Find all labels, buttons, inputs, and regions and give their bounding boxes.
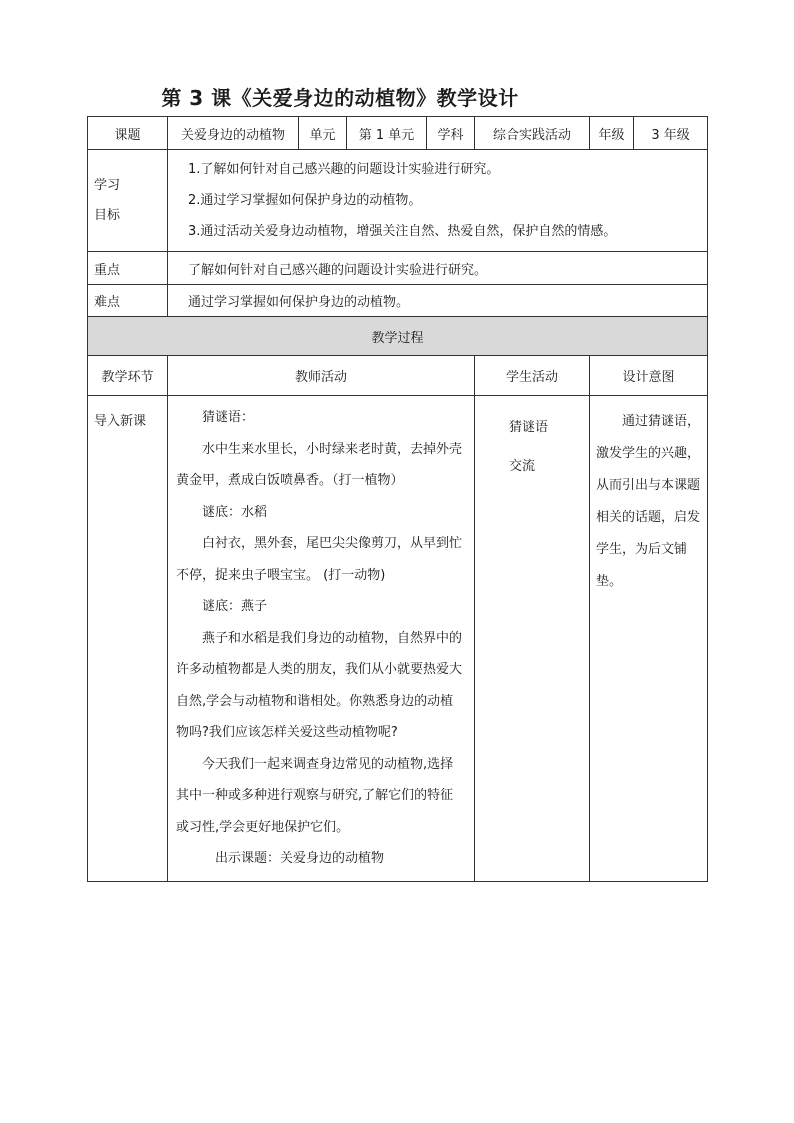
intro-row [88,396,708,882]
intro-student-activity [475,396,590,882]
goal-item-2: 2.通过学习掌握如何保护身边的动植物。 [188,193,422,208]
col-student-header: 学生活动 [475,356,590,396]
key-point-row [88,252,708,285]
col-design-header: 设计意图 [590,356,708,396]
intro-design-intent [590,396,708,882]
grade-value: 3 年级 [634,117,708,150]
document-title-text: 第 3 课《关爱身边的动植物》教学设计 [161,86,519,110]
difficulty-text: 通过学习掌握如何保护身边的动植物。 [168,285,708,317]
info-row [88,117,708,150]
teacher-paragraph: 水中生来水里长，小时绿来老时黄，去掉外壳黄金甲，煮成白饭喷鼻香。（打一植物） [176,441,463,488]
goals-label [88,150,168,252]
teacher-paragraph: 猜谜语： [202,410,255,425]
teacher-paragraph: 今天我们一起来调查身边常见的动植物,选择其中一种或多种进行观察与研究,了解它们的特征或习性,学会更好地保护它们。 [176,756,454,835]
unit-label: 单元 [299,117,347,150]
lesson-plan-table [87,116,708,882]
goal-item-1: 1.了解如何针对自己感兴趣的问题设计实验进行研究。 [188,162,500,177]
teacher-paragraph: 白衬衣，黑外套，尾巴尖尖像剪刀，从早到忙不停，捉来虫子喂宝宝。 (打一动物) [176,536,463,583]
intro-teacher-activity [168,396,475,882]
process-columns-row [88,356,708,396]
design-intent-text: 通过猜谜语，激发学生的兴趣，从而引出与本课题相关的话题，启发学生，为后文铺垫。 [596,414,701,589]
teacher-show-title: 出示课题：关爱身边的动植物 [215,851,385,866]
teacher-paragraph: 谜底：水稻 [202,504,268,520]
difficulty-label: 难点 [88,285,168,317]
unit-value: 第 1 单元 [347,117,427,150]
subject-label: 学科 [427,117,475,150]
key-point-text: 了解如何针对自己感兴趣的问题设计实验进行研究。 [168,252,708,285]
goal-item-3: 3.通过活动关爱身边动植物，增强关注自然、热爱自然，保护自然的情感。 [188,224,617,239]
subject-value: 综合实践活动 [475,117,590,150]
course-label: 课题 [88,117,168,150]
process-header: 教学过程 [88,317,708,356]
goals-row [88,150,708,252]
difficulty-row [88,285,708,317]
goals-label-line2: 目标 [94,207,121,223]
teacher-paragraph: 谜底：燕子 [202,599,268,614]
grade-label: 年级 [590,117,634,150]
goals-content [168,150,708,252]
intro-stage: 导入新课 [88,396,168,882]
process-header-row [88,317,708,356]
key-point-label: 重点 [88,252,168,285]
course-value: 关爱身边的动植物 [168,117,299,150]
student-activity-1: 猜谜语 [509,420,549,435]
col-stage-header: 教学环节 [88,356,168,396]
teacher-paragraph: 燕子和水稻是我们身边的动植物，自然界中的许多动植物都是人类的朋友，我们从小就要热爱大自然,学会与动植物和谐相处。你熟悉身边的动植物吗?我们应该怎样关爱这些动植物呢? [176,630,463,740]
goals-label-line1: 学习 [94,177,121,193]
student-activity-2: 交流 [509,459,536,474]
document-title [0,82,680,111]
col-teacher-header: 教师活动 [168,356,475,396]
